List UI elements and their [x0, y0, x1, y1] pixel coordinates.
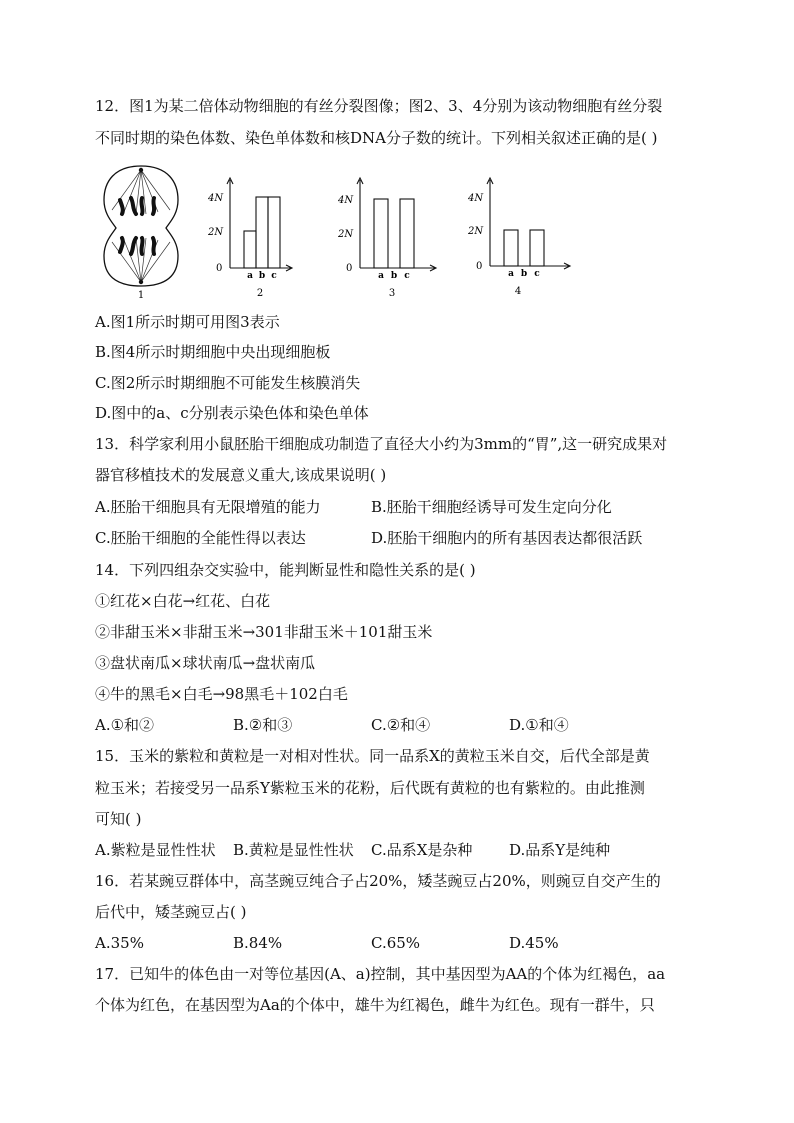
q12-figure-4-chart — [466, 174, 574, 300]
y-tick-0: 0 — [476, 261, 483, 272]
q15-stem-line3: 可知( ) — [95, 810, 142, 828]
y-tick-4N: 4N — [208, 193, 224, 204]
y-tick-2N: 2N — [338, 229, 354, 240]
q14-option-b: B.②和③ — [233, 716, 293, 734]
chromosome — [153, 238, 154, 254]
q17-stem-line1: 17．已知牛的体色由一对等位基因(A、a)控制，其中基因型为AA的个体为红褐色，aa — [95, 965, 666, 983]
bar-a — [244, 231, 256, 268]
centrosome-bottom — [139, 280, 143, 284]
bar-c — [400, 199, 414, 268]
bar-a — [374, 199, 388, 268]
figure-2-label: 2 — [256, 288, 264, 299]
x-tick-b: b — [258, 271, 266, 281]
q15-option-d: D.品系Y是纯种 — [509, 841, 611, 859]
y-tick-2N: 2N — [468, 226, 484, 237]
q12-figure-1-cell — [98, 160, 184, 300]
q12-option-a: A.图1所示时期可用图3表示 — [95, 313, 280, 331]
q14-option-c: C.②和④ — [371, 716, 431, 734]
q14-option-d: D.①和④ — [509, 716, 569, 734]
x-tick-a: a — [247, 271, 253, 281]
y-tick-4N: 4N — [468, 193, 484, 204]
figure-3-label: 3 — [388, 288, 396, 299]
q14-stem-line1: 14．下列四组杂交实验中，能判断显性和隐性关系的是( ) — [95, 561, 476, 579]
q14-option-a: A.①和② — [95, 716, 155, 734]
q13-stem-line2: 器官移植技术的发展意义重大,该成果说明( ) — [95, 466, 387, 484]
figure-1-label: 1 — [137, 290, 145, 300]
q14-item-3: ③盘状南瓜×球状南瓜→盘状南瓜 — [95, 654, 316, 672]
q16-option-c: C.65% — [371, 934, 421, 952]
q16-option-a: A.35% — [95, 934, 144, 952]
chromosome — [120, 238, 123, 252]
x-tick-b: b — [520, 269, 528, 279]
cell-membrane — [104, 166, 178, 286]
q13-option-d: D.胚胎干细胞内的所有基因表达都很活跃 — [371, 529, 643, 547]
q15-stem-line1: 15．玉米的紫粒和黄粒是一对相对性状。同一品系X的黄粒玉米自交，后代全部是黄 — [95, 747, 650, 765]
q14-item-1: ①红花×白花→红花、白花 — [95, 592, 271, 610]
bar-c — [268, 197, 280, 268]
x-tick-b: b — [390, 271, 398, 281]
x-tick-c: c — [271, 271, 277, 281]
y-tick-0: 0 — [346, 263, 353, 274]
y-tick-0: 0 — [216, 263, 223, 274]
bar-b — [256, 197, 268, 268]
x-tick-c: c — [404, 271, 410, 281]
chromosome — [131, 238, 136, 254]
x-tick-a: a — [378, 271, 384, 281]
centrosome-top — [139, 168, 143, 172]
q12-stem-line1: 12．图1为某二倍体动物细胞的有丝分裂图像；图2、3、4分别为该动物细胞有丝分裂 — [95, 97, 663, 115]
chromosome — [141, 238, 142, 254]
q16-stem-line1: 16．若某豌豆群体中，高茎豌豆纯合子占20%，矮茎豌豆占20%，则豌豆自交产生的 — [95, 872, 661, 890]
q15-option-c: C.品系X是杂种 — [371, 841, 473, 859]
chromosome — [153, 198, 154, 214]
x-tick-c: c — [534, 269, 540, 279]
q13-option-c: C.胚胎干细胞的全能性得以表达 — [95, 529, 306, 547]
q12-option-b: B.图4所示时期细胞中央出现细胞板 — [95, 343, 331, 361]
q13-option-b: B.胚胎干细胞经诱导可发生定向分化 — [371, 498, 612, 516]
chromosome — [120, 200, 123, 214]
q13-option-a: A.胚胎干细胞具有无限增殖的能力 — [95, 498, 321, 516]
q12-figure-3-chart — [338, 174, 438, 300]
q14-item-4: ④牛的黑毛×白毛→98黑毛＋102白毛 — [95, 685, 348, 703]
bar-c — [530, 230, 544, 266]
chromosome — [131, 198, 136, 214]
bar-a — [504, 230, 518, 266]
q15-stem-line2: 粒玉米；若接受另一品系Y紫粒玉米的花粉，后代既有黄粒的也有紫粒的。由此推测 — [95, 779, 645, 797]
chromosome — [141, 198, 142, 214]
q16-option-d: D.45% — [509, 934, 559, 952]
figure-4-label: 4 — [514, 286, 522, 297]
x-tick-a: a — [508, 269, 514, 279]
q17-stem-line2: 个体为红色，在基因型为Aa的个体中，雄牛为红褐色，雌牛为红色。现有一群牛，只 — [95, 996, 655, 1014]
q16-option-b: B.84% — [233, 934, 283, 952]
q16-stem-line2: 后代中，矮茎豌豆占( ) — [95, 903, 247, 921]
q12-option-d: D.图中的a、c分别表示染色体和染色单体 — [95, 404, 369, 422]
y-tick-4N: 4N — [338, 195, 354, 206]
q12-stem-line2: 不同时期的染色体数、染色单体数和核DNA分子数的统计。下列相关叙述正确的是( ) — [95, 129, 658, 147]
q14-item-2: ②非甜玉米×非甜玉米→301非甜玉米＋101甜玉米 — [95, 623, 433, 641]
y-tick-2N: 2N — [208, 227, 224, 238]
q13-stem-line1: 13．科学家利用小鼠胚胎干细胞成功制造了直径大小约为3mm的“胃”,这一研究成果对 — [95, 435, 668, 453]
q15-option-a: A.紫粒是显性性状 — [95, 841, 216, 859]
q12-figure-2-chart — [206, 174, 294, 300]
q15-option-b: B.黄粒是显性性状 — [233, 841, 354, 859]
q12-option-c: C.图2所示时期细胞不可能发生核膜消失 — [95, 374, 361, 392]
